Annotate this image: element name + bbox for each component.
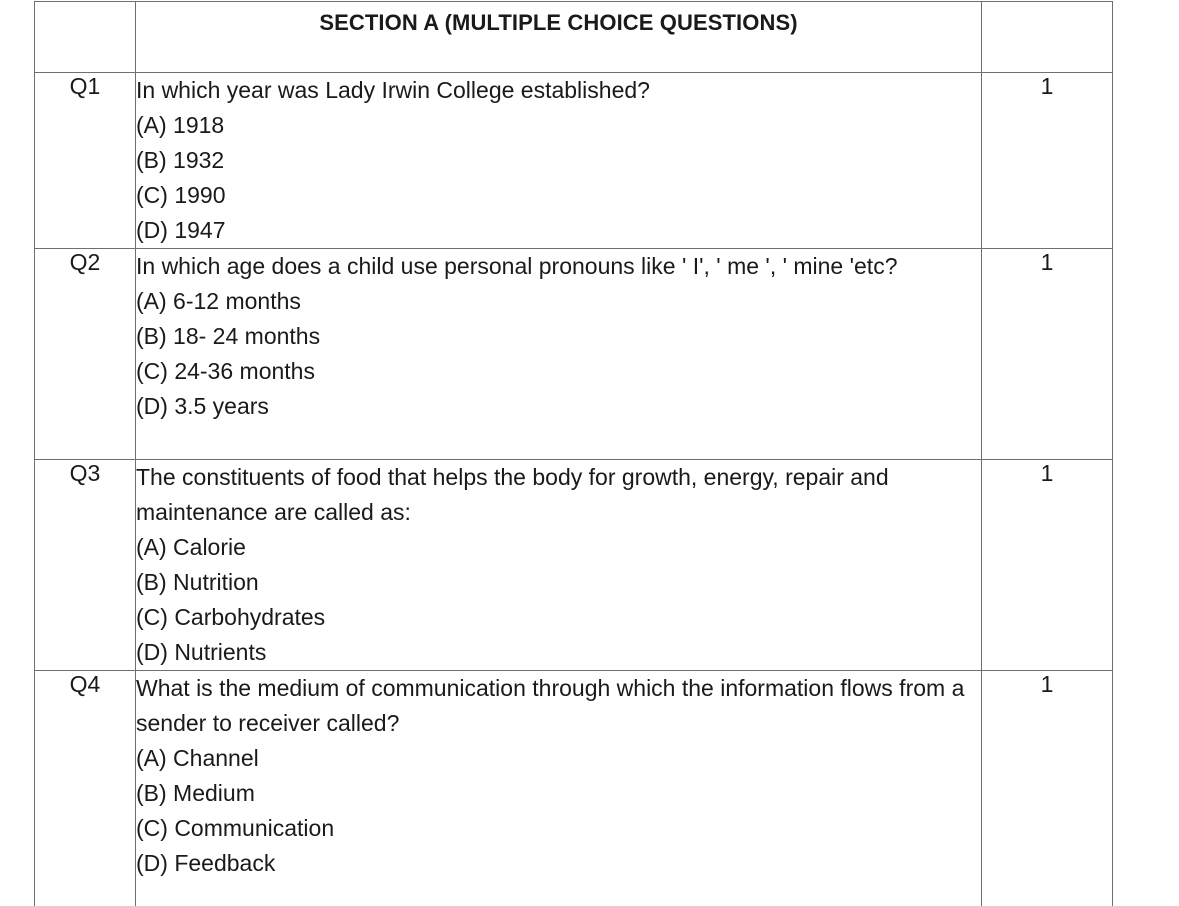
question-number: Q1 — [35, 73, 136, 249]
header-marks-cell — [982, 2, 1113, 73]
option-d: (D) 1947 — [136, 213, 981, 248]
question-text: In which year was Lady Irwin College established? — [136, 73, 981, 108]
question-body — [136, 460, 982, 671]
option-c: (C) Carbohydrates — [136, 600, 981, 635]
question-text: What is the medium of communication through which the information flows from a sender to receiver called? — [136, 671, 981, 741]
header-title-cell — [136, 2, 982, 73]
option-d: (D) Nutrients — [136, 635, 981, 670]
question-marks: 1 — [982, 249, 1113, 460]
question-text: The constituents of food that helps the body for growth, energy, repair and maintenance are called as: — [136, 460, 981, 530]
question-table — [34, 1, 1113, 906]
header-number-cell — [35, 2, 136, 73]
option-a: (A) Calorie — [136, 530, 981, 565]
option-b: (B) Medium — [136, 776, 981, 811]
option-a: (A) 1918 — [136, 108, 981, 143]
option-d: (D) Feedback — [136, 846, 981, 881]
question-body — [136, 671, 982, 906]
question-row-q3 — [35, 460, 1113, 671]
question-marks: 1 — [982, 671, 1113, 906]
question-number: Q3 — [35, 460, 136, 671]
question-number: Q4 — [35, 671, 136, 906]
section-title: SECTION A (MULTIPLE CHOICE QUESTIONS) — [136, 2, 981, 36]
option-b: (B) 1932 — [136, 143, 981, 178]
option-c: (C) 24-36 months — [136, 354, 981, 389]
option-b: (B) Nutrition — [136, 565, 981, 600]
option-c: (C) Communication — [136, 811, 981, 846]
question-row-q4 — [35, 671, 1113, 906]
question-body — [136, 249, 982, 460]
section-header-row — [35, 2, 1113, 73]
question-row-q1 — [35, 73, 1113, 249]
question-number: Q2 — [35, 249, 136, 460]
question-marks: 1 — [982, 460, 1113, 671]
option-c: (C) 1990 — [136, 178, 981, 213]
question-row-q2 — [35, 249, 1113, 460]
question-text: In which age does a child use personal pronouns like ' I', ' me ', ' mine 'etc? — [136, 249, 981, 284]
option-a: (A) Channel — [136, 741, 981, 776]
option-d: (D) 3.5 years — [136, 389, 981, 424]
question-body — [136, 73, 982, 249]
option-a: (A) 6-12 months — [136, 284, 981, 319]
question-marks: 1 — [982, 73, 1113, 249]
option-b: (B) 18- 24 months — [136, 319, 981, 354]
